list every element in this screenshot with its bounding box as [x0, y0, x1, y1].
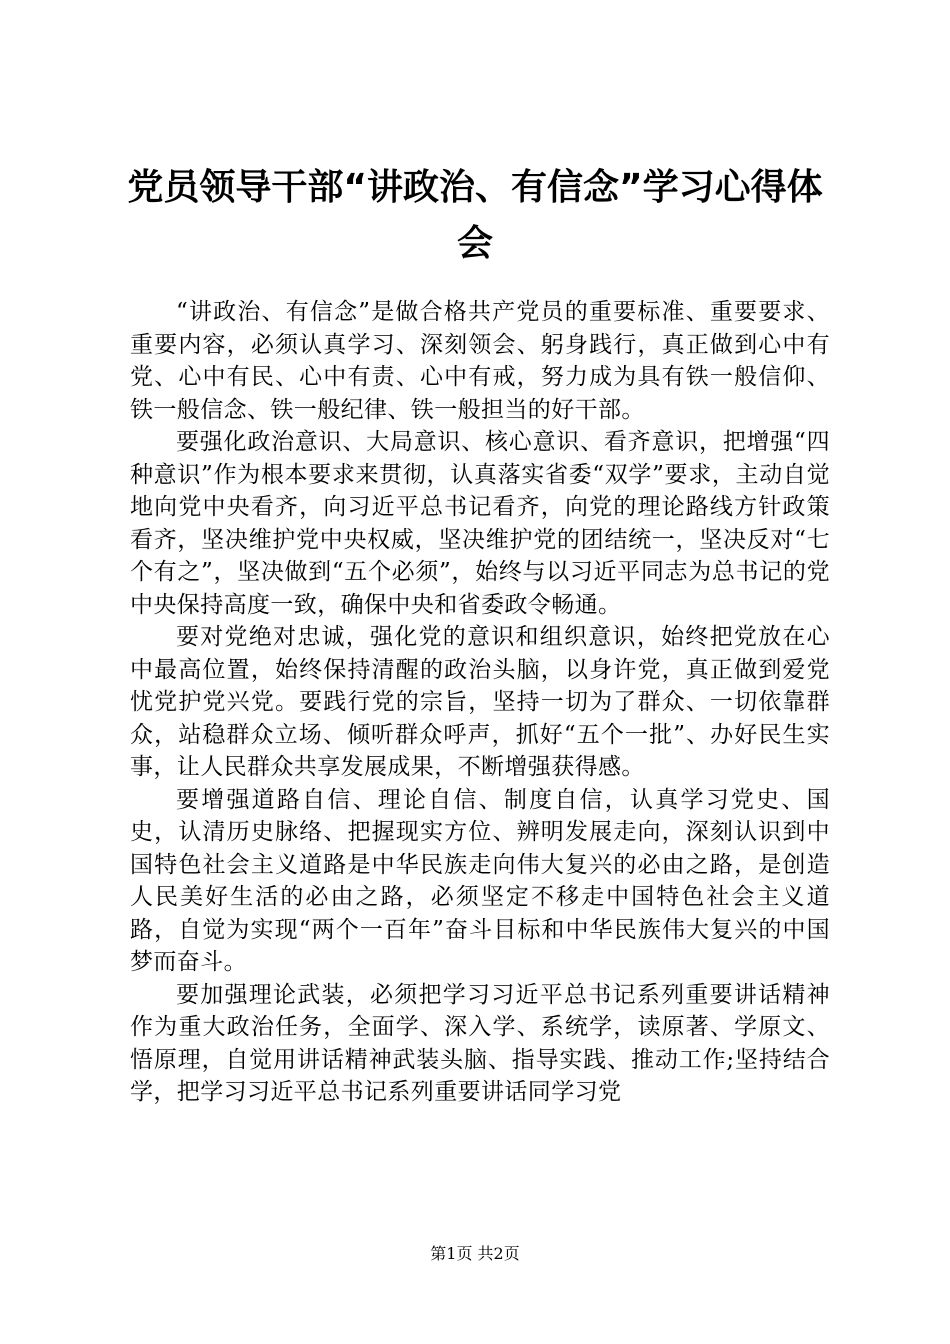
page-number-footer: 第1页 共2页: [430, 1244, 520, 1263]
body-paragraph: 要增强道路自信、理论自信、制度自信，认真学习党史、国史，认清历史脉络、把握现实方位、辨明发展走向，深刻认识到中国特色社会主义道路是中华民族走向伟大复兴的必由之路，是创造人民美好生活的必由之路，必须坚定不移走中国特色社会主义道路，自觉为实现“两个一百年”奋斗目标和中华民族伟大复兴的中国梦而奋斗。: [130, 786, 830, 975]
body-paragraph: 要强化政治意识、大局意识、核心意识、看齐意识，把增强“四种意识”作为根本要求来贯彻，认真落实省委“双学”要求，主动自觉地向党中央看齐，向习近平总书记看齐，向党的理论路线方针政策看齐，坚决维护党中央权威，坚决维护党的团结统一，坚决反对“七个有之”，坚决做到“五个必须”，始终与以习近平同志为总书记的党中央保持高度一致，确保中央和省委政令畅通。: [130, 429, 830, 618]
document-body: [130, 296, 830, 1109]
body-paragraph: “讲政治、有信念”是做合格共产党员的重要标准、重要要求、重要内容，必须认真学习、深刻领会、躬身践行，真正做到心中有党、心中有民、心中有责、心中有戒，努力成为具有铁一般信仰、铁一般信念、铁一般纪律、铁一般担当的好干部。: [130, 299, 830, 423]
body-paragraph: 要加强理论武装，必须把学习习近平总书记系列重要讲话精神作为重大政治任务，全面学、深入学、系统学，读原著、学原文、悟原理，自觉用讲话精神武装头脑、指导实践、推动工作;坚持结合学，把学习习近平总书记系列重要讲话同学习党: [130, 981, 830, 1105]
document-title: 党员领导干部“讲政治、有信念”学习心得体会: [127, 167, 823, 264]
body-paragraph: 要对党绝对忠诚，强化党的意识和组织意识，始终把党放在心中最高位置，始终保持清醒的政治头脑，以身许党，真正做到爱党忧党护党兴党。要践行党的宗旨，坚持一切为了群众、一切依靠群众，站稳群众立场、倾听群众呼声，抓好“五个一批”、办好民生实事，让人民群众共享发展成果，不断增强获得感。: [130, 624, 830, 780]
